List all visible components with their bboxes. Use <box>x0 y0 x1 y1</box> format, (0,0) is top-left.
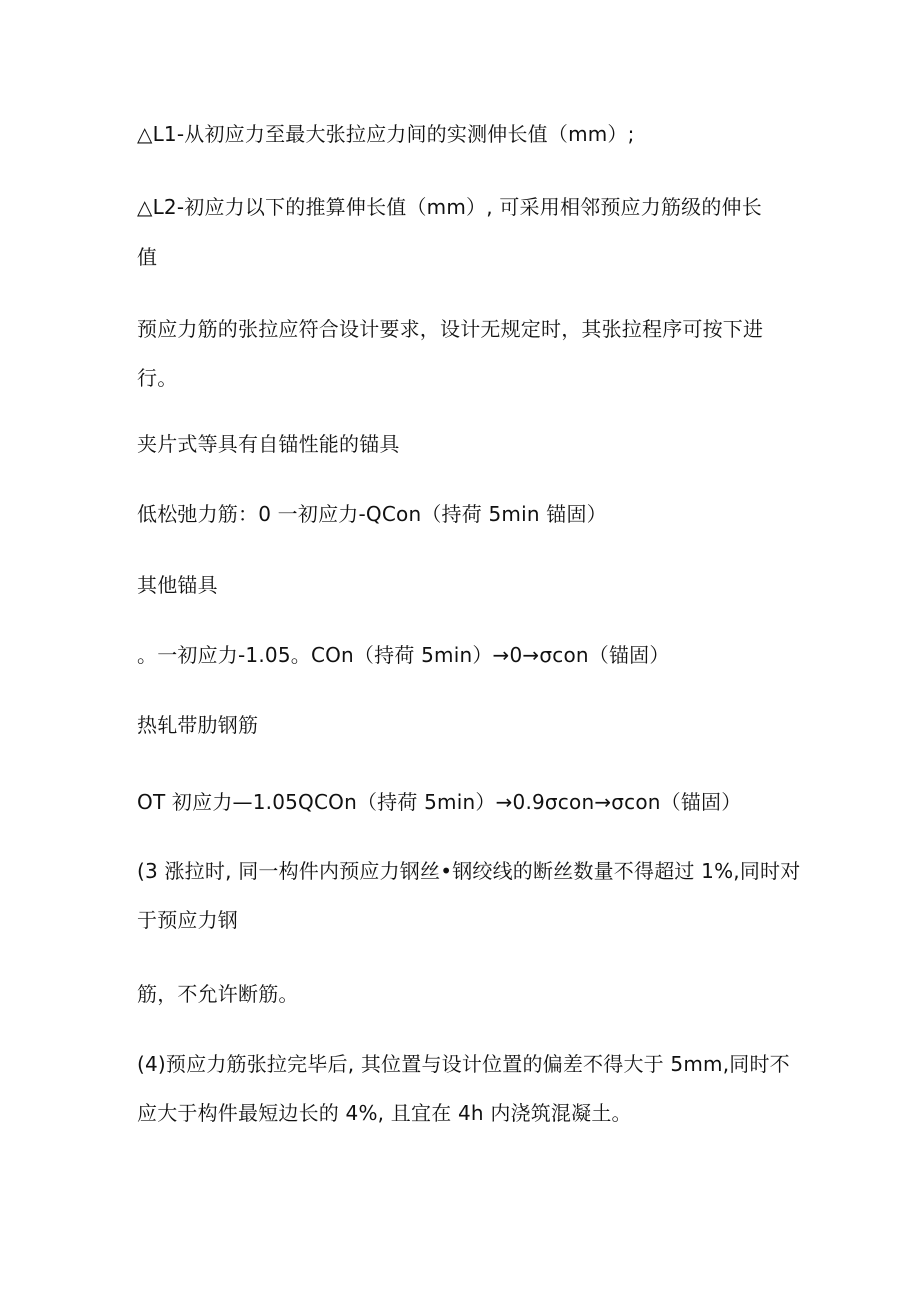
text-line-delta-l1: △L1-从初应力至最大张拉应力间的实测伸长值（mm）; <box>137 122 635 146</box>
text-line-item-3-cont: 于预应力钢 <box>137 908 238 932</box>
text-line-tension-requirement-cont: 行。 <box>137 366 178 390</box>
text-line-delta-l2-cont: 值 <box>137 245 158 269</box>
text-line-item-3-end: 筋，不允许断筋。 <box>137 982 299 1006</box>
text-line-other-anchors-heading: 其他锚具 <box>137 573 218 597</box>
text-line-ribbed-bar-procedure: OT 初应力—1.05QCOn（持荷 5min）→0.9σcon→σcon（锚固） <box>137 790 742 814</box>
text-line-ribbed-bar-heading: 热轧带肋钢筋 <box>137 713 259 737</box>
text-line-item-3: (3 涨拉时, 同一构件内预应力钢丝•钢绞线的断丝数量不得超过 1%,同时对 <box>137 859 801 883</box>
text-line-tension-requirement: 预应力筋的张拉应符合设计要求，设计无规定时，其张拉程序可按下进 <box>137 317 764 341</box>
text-line-item-4: (4)预应力筋张拉完毕后, 其位置与设计位置的偏差不得大于 5mm,同时不 <box>137 1052 790 1076</box>
text-line-self-anchoring-heading: 夹片式等具有自锚性能的锚具 <box>137 432 400 456</box>
text-line-other-anchors-procedure: 。一初应力-1.05。COn（持荷 5min）→0→σcon（锚固） <box>137 643 670 667</box>
text-line-item-4-cont: 应大于构件最短边长的 4%, 且宜在 4h 内浇筑混凝土。 <box>137 1101 632 1125</box>
text-line-low-relaxation-procedure: 低松弛力筋：0 一初应力-QCon（持荷 5min 锚固） <box>137 502 607 526</box>
text-line-delta-l2: △L2-初应力以下的推算伸长值（mm）, 可采用相邻预应力筋级的伸长 <box>137 195 762 219</box>
